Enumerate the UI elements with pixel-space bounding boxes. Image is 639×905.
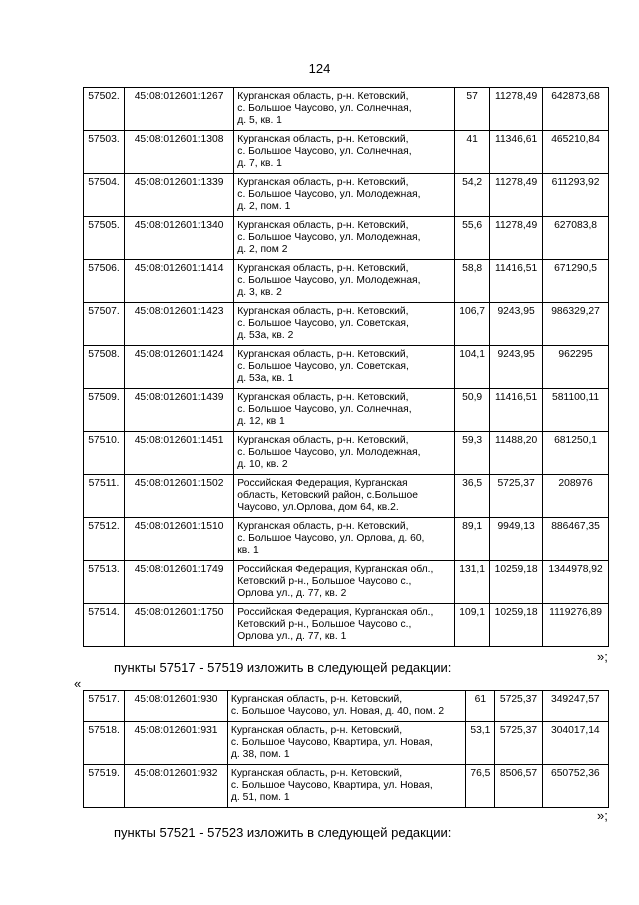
address-line: Кетовский р-н., Большое Чаусово с., <box>237 619 412 630</box>
address-line: Курганская область, р-н. Кетовский, <box>230 768 403 779</box>
total-value: 581100,11 <box>543 389 609 432</box>
area-value: 58,8 <box>455 260 490 303</box>
total-value: 650752,36 <box>542 765 608 808</box>
row-number: 57503. <box>84 131 125 174</box>
table-row <box>84 217 609 260</box>
amendment-paragraph: пункты 57517 - 57519 изложить в следующей редакции: <box>114 660 452 675</box>
address <box>227 765 466 808</box>
address-line: д. 38, пом. 1 <box>230 749 290 760</box>
address-line: д. 2, пом 2 <box>237 244 288 255</box>
address-line: д. 7, кв. 1 <box>237 158 282 169</box>
address-line: Курганская область, р-н. Кетовский, <box>237 91 409 102</box>
address <box>234 432 455 475</box>
address-line: Кетовский р-н., Большое Чаусово с., <box>237 576 412 587</box>
cadastral-number: 45:08:012601:1339 <box>124 174 233 217</box>
address-line: Российская Федерация, Курганская обл., <box>237 564 434 575</box>
address-line: Курганская область, р-н. Кетовский, <box>237 263 409 274</box>
address-line: с. Большое Чаусово, ул. Молодежная, <box>237 275 421 286</box>
address <box>234 174 455 217</box>
amendment-paragraph: пункты 57521 - 57523 изложить в следующей редакции: <box>114 825 452 840</box>
address-line: с. Большое Чаусово, ул. Молодежная, <box>237 232 421 243</box>
area-value: 109,1 <box>455 604 490 647</box>
area-value: 59,3 <box>455 432 490 475</box>
area-value: 55,6 <box>455 217 490 260</box>
table-row <box>84 722 609 765</box>
address-line: Орлова ул., д. 77, кв. 2 <box>237 588 347 599</box>
total-value: 611293,92 <box>543 174 609 217</box>
area-value: 106,7 <box>455 303 490 346</box>
address-line: с. Большое Чаусово, ул. Орлова, д. 60, <box>237 533 425 544</box>
address-line: д. 10, кв. 2 <box>237 459 288 470</box>
table-row <box>84 346 609 389</box>
table-row <box>84 432 609 475</box>
row-number: 57512. <box>84 518 125 561</box>
table-row <box>84 260 609 303</box>
row-number: 57517. <box>84 691 125 722</box>
table-row <box>84 131 609 174</box>
address <box>234 518 455 561</box>
price-per-unit: 5725,37 <box>495 722 542 765</box>
cadastral-number: 45:08:012601:931 <box>125 722 228 765</box>
price-per-unit: 10259,18 <box>490 604 543 647</box>
total-value: 642873,68 <box>543 88 609 131</box>
area-value: 50,9 <box>455 389 490 432</box>
total-value: 1119276,89 <box>543 604 609 647</box>
row-number: 57506. <box>84 260 125 303</box>
address-line: Российская Федерация, Курганская <box>237 478 408 489</box>
address-line: Курганская область, р-н. Кетовский, <box>230 694 403 705</box>
area-value: 53,1 <box>466 722 495 765</box>
address-line: с. Большое Чаусово, Квартира, ул. Новая, <box>230 737 433 748</box>
row-number: 57508. <box>84 346 125 389</box>
address-line: Курганская область, р-н. Кетовский, <box>237 349 409 360</box>
row-number: 57511. <box>84 475 125 518</box>
address-line: д. 12, кв 1 <box>237 416 285 427</box>
cadastral-number: 45:08:012601:1439 <box>124 389 233 432</box>
area-value: 76,5 <box>466 765 495 808</box>
address-line: с. Большое Чаусово, ул. Новая, д. 40, пом. 2 <box>230 706 445 717</box>
address <box>234 389 455 432</box>
table-row <box>84 691 609 722</box>
cadastral-number: 45:08:012601:1424 <box>124 346 233 389</box>
table-row <box>84 303 609 346</box>
address-line: д. 2, пом. 1 <box>237 201 291 212</box>
total-value: 1344978,92 <box>543 561 609 604</box>
price-per-unit: 11416,51 <box>490 389 543 432</box>
row-number: 57505. <box>84 217 125 260</box>
total-value: 465210,84 <box>543 131 609 174</box>
price-per-unit: 11346,61 <box>490 131 543 174</box>
price-per-unit: 5725,37 <box>490 475 543 518</box>
area-value: 41 <box>455 131 490 174</box>
address-line: Российская Федерация, Курганская обл., <box>237 607 434 618</box>
address-line: Курганская область, р-н. Кетовский, <box>237 521 409 532</box>
price-per-unit: 11416,51 <box>490 260 543 303</box>
address-line: д. 3, кв. 2 <box>237 287 282 298</box>
address <box>227 691 466 722</box>
cadastral-number: 45:08:012601:1423 <box>124 303 233 346</box>
property-table-1 <box>83 87 609 647</box>
area-value: 61 <box>466 691 495 722</box>
total-value: 886467,35 <box>543 518 609 561</box>
closing-quote: »; <box>597 808 608 823</box>
total-value: 962295 <box>543 346 609 389</box>
address <box>234 604 455 647</box>
page-number: 124 <box>308 61 331 76</box>
row-number: 57504. <box>84 174 125 217</box>
row-number: 57502. <box>84 88 125 131</box>
address-line: Курганская область, р-н. Кетовский, <box>237 392 409 403</box>
price-per-unit: 11278,49 <box>490 88 543 131</box>
area-value: 89,1 <box>455 518 490 561</box>
cadastral-number: 45:08:012601:1340 <box>124 217 233 260</box>
table-row <box>84 88 609 131</box>
address <box>234 303 455 346</box>
row-number: 57514. <box>84 604 125 647</box>
table-row <box>84 561 609 604</box>
area-value: 104,1 <box>455 346 490 389</box>
cadastral-number: 45:08:012601:1267 <box>124 88 233 131</box>
total-value: 627083,8 <box>543 217 609 260</box>
address-line: с. Большое Чаусово, ул. Солнечная, <box>237 103 412 114</box>
price-per-unit: 11278,49 <box>490 217 543 260</box>
address-line: д. 53а, кв. 2 <box>237 330 294 341</box>
address-line: д. 53а, кв. 1 <box>237 373 294 384</box>
address-line: с. Большое Чаусово, Квартира, ул. Новая, <box>230 780 433 791</box>
area-value: 57 <box>455 88 490 131</box>
price-per-unit: 11488,20 <box>490 432 543 475</box>
price-per-unit: 5725,37 <box>495 691 542 722</box>
address <box>234 561 455 604</box>
row-number: 57509. <box>84 389 125 432</box>
closing-quote: »; <box>597 649 608 664</box>
address-line: с. Большое Чаусово, ул. Советская, <box>237 361 409 372</box>
address-line: с. Большое Чаусово, ул. Молодежная, <box>237 447 421 458</box>
total-value: 304017,14 <box>542 722 608 765</box>
cadastral-number: 45:08:012601:1451 <box>124 432 233 475</box>
total-value: 986329,27 <box>543 303 609 346</box>
cadastral-number: 45:08:012601:1749 <box>124 561 233 604</box>
address-line: Курганская область, р-н. Кетовский, <box>237 306 409 317</box>
address-line: Курганская область, р-н. Кетовский, <box>237 435 409 446</box>
table-row <box>84 518 609 561</box>
cadastral-number: 45:08:012601:930 <box>125 691 228 722</box>
address <box>234 131 455 174</box>
cadastral-number: 45:08:012601:932 <box>125 765 228 808</box>
area-value: 36,5 <box>455 475 490 518</box>
row-number: 57510. <box>84 432 125 475</box>
row-number: 57507. <box>84 303 125 346</box>
cadastral-number: 45:08:012601:1510 <box>124 518 233 561</box>
address <box>234 475 455 518</box>
cadastral-number: 45:08:012601:1414 <box>124 260 233 303</box>
table-row <box>84 604 609 647</box>
address <box>234 88 455 131</box>
address-line: с. Большое Чаусово, ул. Солнечная, <box>237 146 412 157</box>
address-line: Орлова ул., д. 77, кв. 1 <box>237 631 347 642</box>
price-per-unit: 9243,95 <box>490 346 543 389</box>
address <box>234 346 455 389</box>
opening-quote: « <box>74 676 82 691</box>
table-row <box>84 765 609 808</box>
cadastral-number: 45:08:012601:1308 <box>124 131 233 174</box>
price-per-unit: 10259,18 <box>490 561 543 604</box>
table-row <box>84 389 609 432</box>
address <box>227 722 466 765</box>
row-number: 57513. <box>84 561 125 604</box>
address-line: с. Большое Чаусово, ул. Советская, <box>237 318 409 329</box>
cadastral-number: 45:08:012601:1502 <box>124 475 233 518</box>
total-value: 681250,1 <box>543 432 609 475</box>
area-value: 54,2 <box>455 174 490 217</box>
total-value: 671290,5 <box>543 260 609 303</box>
address-line: Курганская область, р-н. Кетовский, <box>237 134 409 145</box>
row-number: 57518. <box>84 722 125 765</box>
price-per-unit: 9949,13 <box>490 518 543 561</box>
address-line: д. 5, кв. 1 <box>237 115 282 126</box>
address-line: Курганская область, р-н. Кетовский, <box>230 725 403 736</box>
area-value: 131,1 <box>455 561 490 604</box>
address <box>234 217 455 260</box>
address-line: д. 51, пом. 1 <box>230 792 290 803</box>
address-line: с. Большое Чаусово, ул. Солнечная, <box>237 404 412 415</box>
address <box>234 260 455 303</box>
row-number: 57519. <box>84 765 125 808</box>
address-line: Курганская область, р-н. Кетовский, <box>237 177 409 188</box>
price-per-unit: 9243,95 <box>490 303 543 346</box>
address-line: Чаусово, ул.Орлова, дом 64, кв.2. <box>237 502 399 513</box>
total-value: 208976 <box>543 475 609 518</box>
property-table-2 <box>83 690 609 808</box>
price-per-unit: 8506,57 <box>495 765 542 808</box>
address-line: область, Кетовский район, с.Большое <box>237 490 418 501</box>
cadastral-number: 45:08:012601:1750 <box>124 604 233 647</box>
table-row <box>84 174 609 217</box>
address-line: кв. 1 <box>237 545 259 556</box>
price-per-unit: 11278,49 <box>490 174 543 217</box>
address-line: с. Большое Чаусово, ул. Молодежная, <box>237 189 421 200</box>
table-row <box>84 475 609 518</box>
address-line: Курганская область, р-н. Кетовский, <box>237 220 409 231</box>
total-value: 349247,57 <box>542 691 608 722</box>
